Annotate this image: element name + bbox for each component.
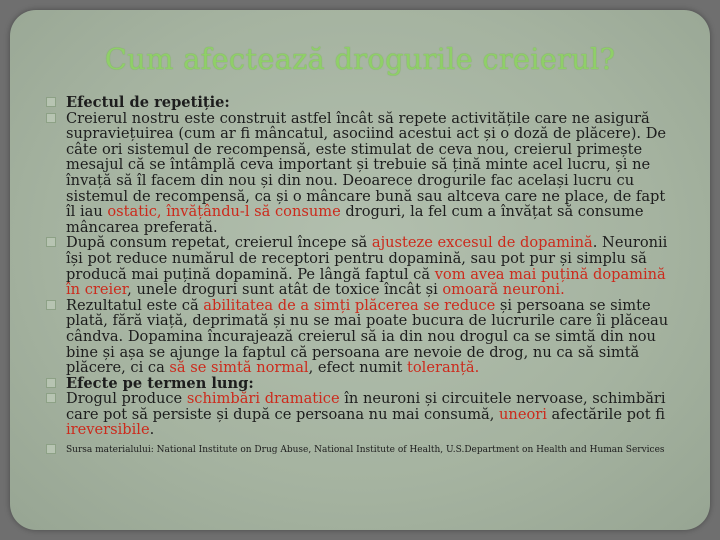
bullet-icon xyxy=(46,113,56,123)
list-item-long-term-heading xyxy=(46,376,676,392)
bullet-icon xyxy=(46,237,56,247)
slide-content xyxy=(46,95,676,456)
bullet-icon xyxy=(46,97,56,107)
paragraph-text: în neuroni și circuitele nervoase, schimbări care pot să persiste și după ce persoana nu mai consumă, xyxy=(66,390,666,423)
paragraph-text: afectările pot fi xyxy=(546,405,665,423)
highlight-text: schimbări dramatice xyxy=(186,390,340,408)
paragraph-text: Drogul produce xyxy=(66,390,187,408)
bullet-icon xyxy=(46,444,56,454)
paragraph-text: și persoana se simte plată, fără viață, deprimată și nu se mai poate bucura de lucrurile care îi plăceau cândva. Dopamina încurajează creierul să ia din nou drogul ca se simtă din nou bine și așa se ajunge la faptul că persoana are nevoie de drog, nu ca să simtă plăcere, ci ca xyxy=(66,296,669,377)
paragraph-text: droguri, la fel cum a învățat să consume mâncarea preferată. xyxy=(66,203,644,236)
paragraph-text: Rezultatul este că xyxy=(66,296,204,314)
list-item-long-term-effects xyxy=(46,391,676,438)
bullet-icon xyxy=(46,300,56,310)
paragraph-text: . Neuronii își pot reduce numărul de receptori pentru dopamină, sau pot pur și simplu să producă mai puțină dopamină. Pe lângă faptul că xyxy=(66,234,668,283)
highlight-text: omoară neuroni. xyxy=(442,281,565,299)
bullet-icon xyxy=(46,378,56,388)
source-text: Sursa materialului: National Institute on Drug Abuse, National Institute of Health, U.S.Department on Health and Human Services xyxy=(66,445,665,456)
highlight-text: să se simtă normal xyxy=(169,359,309,377)
list-item-source xyxy=(46,444,676,456)
list-item-reward-system xyxy=(46,111,676,236)
bullet-icon xyxy=(46,393,56,403)
paragraph-text: După consum repetat, creierul începe să xyxy=(66,234,372,252)
paragraph-text: , unele droguri sunt atât de toxice încât și xyxy=(127,281,443,299)
highlight-text: vom avea mai puțină dopamină în creier xyxy=(66,265,666,299)
list-item-dopamine xyxy=(46,235,676,297)
highlight-text: ireversibile xyxy=(66,421,150,439)
paragraph-text: Creierul nostru este construit astfel încât să repete activitățile care ne asigură supraviețuirea (cum ar fi mâncatul, asociind acestui act și o doză de plăcere). De câte ori sistemul de recompensă, este stimulat de ceva nou, creierul primește mesajul că se întâmplă ceva important și trebuie să țină minte acel lucru, și ne învață să îl facem din nou și din nou. Deoarece drogurile fac același lucru cu sistemul de recompensă, ca și o mâncare bună sau altceva care ne place, de fapt îl iau xyxy=(66,109,667,221)
highlight-text: ostatic, învățându-l să consume xyxy=(107,203,341,221)
highlight-text: uneori xyxy=(499,405,547,423)
slide-title: Cum afectează drogurile creierul? xyxy=(104,42,616,76)
list-item-tolerance xyxy=(46,298,676,376)
heading-text: Efecte pe termen lung: xyxy=(66,374,254,392)
highlight-text: abilitatea de a simți plăcerea se reduce xyxy=(203,296,496,314)
highlight-text: toleranță. xyxy=(407,359,480,377)
list-item-repetition-heading xyxy=(46,95,676,111)
paragraph-text: . xyxy=(149,421,155,439)
highlight-text: ajusteze excesul de dopamină xyxy=(371,234,593,252)
paragraph-text: , efect numit xyxy=(308,359,408,377)
heading-text: Efectul de repetiție: xyxy=(66,94,230,111)
